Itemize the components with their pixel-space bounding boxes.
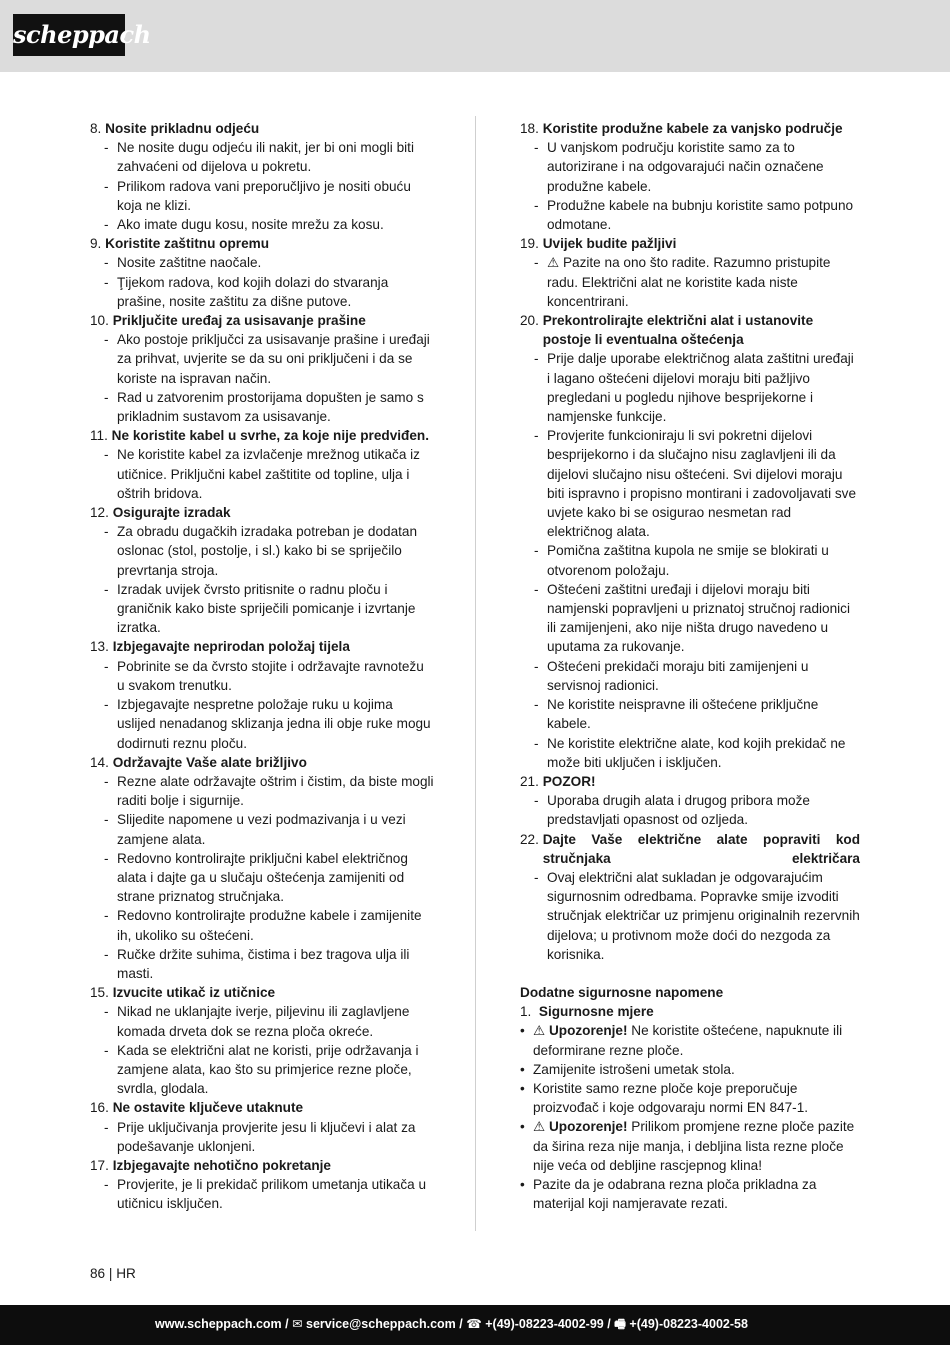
section-number: 16. xyxy=(90,1100,113,1116)
list-item-text: Ţijekom radova, kod kojih dolazi do stvaranja prašine, nosite zaštitu za dišne putove. xyxy=(117,274,389,309)
list-item-text: Rad u zatvorenim prostorijama dopušten je samo s prikladnim sustavom za usisavanje. xyxy=(117,389,424,425)
section-number: 21. xyxy=(520,773,543,789)
warning-label: ⚠ Upozorenje! xyxy=(533,1023,628,1039)
section-number: 9. xyxy=(90,236,106,252)
brand-logo: scheppach xyxy=(13,14,125,56)
section-number: 10. xyxy=(90,313,113,329)
section-number: 18. xyxy=(520,121,543,136)
list-item-text: Prije uključivanja provjerite jesu li ključevi i alat za podešavanje uklonjeni. xyxy=(117,1119,416,1154)
list-item-text: Pomična zaštitna kupola ne smije se blokirati u otvorenom položaju. xyxy=(547,543,829,578)
list-item-text: Ako postoje priključci za usisavanje prašine i uređaji za prihvat, uvjerite se da su oni priključeni i da se koriste na ispravan način. xyxy=(117,332,430,386)
section-title: Održavajte Vaše alate brižljivo xyxy=(112,754,307,770)
dash-marker: - xyxy=(104,389,109,405)
dash-marker: - xyxy=(104,255,109,271)
dash-marker: - xyxy=(534,197,539,213)
warning-label: ⚠ Upozorenje! xyxy=(533,1119,628,1135)
list-item xyxy=(520,349,860,426)
list-item xyxy=(520,734,860,772)
bullet-text: Koristite samo rezne ploče koje preporučuje proizvođač i koje odgovaraju normi EN 847-1. xyxy=(533,1080,809,1116)
list-item-text: Slijedite napomene u vezi podmazivanja i u vezi zamjene alata. xyxy=(117,812,406,847)
dash-marker: - xyxy=(534,255,539,271)
additional-heading: Dodatne sigurnosne napomene xyxy=(520,984,724,1000)
additional-bullets xyxy=(520,1021,860,1213)
section-number: 22. xyxy=(520,831,543,847)
list-item-text: Ručke držite suhima, čistima i bez tragova ulja ili masti. xyxy=(117,946,410,981)
list-item-text: Kada se električni alat ne koristi, prije održavanja i zamjene alata, kao što su primjerice rezne ploče, svrdla, glodala. xyxy=(117,1042,419,1097)
list-item xyxy=(90,177,435,215)
dash-marker: - xyxy=(104,274,109,290)
bullet-item xyxy=(520,1175,860,1213)
dash-marker: - xyxy=(104,217,109,233)
list-item xyxy=(90,772,435,810)
list-item-text: Izradak uvijek čvrsto pritisnite o radnu ploču i graničnik kako biste spriječili pomicanje i izvrtanje izratka. xyxy=(117,581,416,636)
section-title: Izvucite utikač iz utičnice xyxy=(112,985,276,1001)
section-number: 15. xyxy=(90,985,113,1001)
section-number: 11. xyxy=(90,428,112,444)
section-title: Ne koristite kabel u svrhe, za koje nije predviđen. xyxy=(111,428,429,444)
list-item-text: Ako imate dugu kosu, nosite mrežu za kosu. xyxy=(117,217,384,233)
section-number: 8. xyxy=(90,121,106,136)
list-item xyxy=(90,1002,435,1040)
list-item xyxy=(520,196,860,234)
section-heading xyxy=(90,503,435,522)
list-item xyxy=(90,810,435,848)
section-heading xyxy=(520,830,860,868)
dash-marker: - xyxy=(104,773,109,789)
list-item xyxy=(90,388,435,426)
bullet-text: Prilikom promjene rezne ploče pazite da širina reza nije manja, i debljina lista rezne ploče nije veća od debljine rascjepnog klina! xyxy=(533,1119,855,1173)
bullet-text: Zamijenite istrošeni umetak stola. xyxy=(533,1061,735,1077)
bullet-marker: • xyxy=(520,1023,525,1039)
dash-marker: - xyxy=(104,1042,109,1058)
dash-marker: - xyxy=(104,1177,109,1193)
dash-marker: - xyxy=(534,581,539,597)
list-item xyxy=(90,1175,435,1213)
dash-marker: - xyxy=(104,697,109,713)
subsection-title: Sigurnosne mjere xyxy=(538,1004,654,1020)
list-item xyxy=(520,695,860,733)
list-item xyxy=(520,426,860,541)
dash-marker: - xyxy=(104,812,109,828)
list-item-text: Nosite zaštitne naočale. xyxy=(117,255,262,271)
left-column xyxy=(90,119,435,1214)
dash-marker: - xyxy=(104,178,109,194)
page-number: 86 | HR xyxy=(90,1266,136,1281)
section-title: Koristite zaštitnu opremu xyxy=(105,236,270,252)
bullet-marker: • xyxy=(520,1119,525,1135)
list-item xyxy=(520,657,860,695)
dash-marker: - xyxy=(104,908,109,924)
header-band xyxy=(0,0,950,72)
additional-subsection xyxy=(520,1002,860,1021)
list-item-text: Ne koristite kabel za izvlačenje mrežnog utikača iz utičnice. Priključni kabel zaštitite od topline, ulja i oštrih bridova. xyxy=(117,447,420,501)
section-heading xyxy=(90,1098,435,1117)
section-heading xyxy=(90,637,435,656)
list-item xyxy=(90,273,435,311)
dash-marker: - xyxy=(104,1119,109,1135)
section-heading xyxy=(520,119,860,138)
section-title: Ne ostavite ključeve utaknute xyxy=(112,1100,304,1116)
list-item xyxy=(520,541,860,579)
list-item-text: Ovaj električni alat sukladan je odgovarajućim sigurnosnim odredbama. Popravke smije izvoditi stručnjak električar uz primjenu originalnih rezervnih dijelova; u protivnom može doći do nezgoda za korisnika. xyxy=(547,869,860,962)
dash-marker: - xyxy=(534,735,539,751)
bullet-marker: • xyxy=(520,1061,525,1077)
list-item xyxy=(90,522,435,580)
list-item-text: ⚠ Pazite na ono što radite. Razumno pristupite radu. Električni alat ne koristite kada niste koncentrirani. xyxy=(547,255,831,309)
dash-marker: - xyxy=(534,658,539,674)
list-item xyxy=(90,1041,435,1099)
bullet-item xyxy=(520,1079,860,1117)
section-title: Izbjegavajte neprirodan položaj tijela xyxy=(112,639,350,655)
bullet-item xyxy=(520,1117,860,1175)
dash-marker: - xyxy=(104,447,109,463)
section-title: Osigurajte izradak xyxy=(112,505,231,521)
list-item xyxy=(90,945,435,983)
list-item xyxy=(520,138,860,196)
dash-marker: - xyxy=(534,869,539,885)
dash-marker: - xyxy=(534,351,539,367)
section-title: Koristite produžne kabele za vanjsko područje xyxy=(542,121,843,136)
list-item xyxy=(90,580,435,638)
dash-marker: - xyxy=(104,524,109,540)
list-item-text: Izbjegavajte nespretne položaje ruku u kojima uslijed nenadanog sklizanja jedna ili obje ruke mogu dodirnuti reznu ploču. xyxy=(117,697,431,751)
section-heading xyxy=(520,234,860,253)
list-item-text: Ne koristite električne alate, kod kojih prekidač ne može biti uključen i isključen. xyxy=(547,735,846,770)
dash-marker: - xyxy=(104,946,109,962)
right-column xyxy=(520,119,860,1213)
list-item-text: Produžne kabele na bubnju koristite samo potpuno odmotane. xyxy=(547,197,854,233)
section-number: 12. xyxy=(90,505,113,521)
dash-marker: - xyxy=(104,332,109,348)
section-title: Prekontrolirajte električni alat i ustanovite postoje li eventualna oštećenja xyxy=(542,313,814,348)
footer-contact: www.scheppach.com / ✉ service@scheppach.com / ☎ +(49)-08223-4002-99 / 🖷 +(49)-08223-4002-58 xyxy=(155,1317,748,1331)
list-item xyxy=(90,445,435,503)
bullet-text: Ne koristite oštećene, napuknute ili deformirane rezne ploče. xyxy=(533,1023,843,1058)
list-item xyxy=(90,215,435,234)
list-item xyxy=(90,849,435,907)
list-item-text: Oštećeni prekidači moraju biti zamijenjeni u servisnoj radionici. xyxy=(547,658,809,693)
section-number: 19. xyxy=(520,236,543,252)
list-item xyxy=(520,253,860,311)
list-item-text: Pobrinite se da čvrsto stojite i održavajte ravnotežu u svakom trenutku. xyxy=(117,658,424,693)
section-heading xyxy=(520,311,860,349)
list-item-text: Redovno kontrolirajte priključni kabel električnog alata i dajte ga u slučaju oštećenja zamijeniti od strane priznatog stručnjaka. xyxy=(117,850,408,905)
bullet-marker: • xyxy=(520,1080,525,1096)
list-item-text: Rezne alate održavajte oštrim i čistim, da biste mogli raditi bolje i sigurnije. xyxy=(117,773,434,809)
subsection-number: 1. xyxy=(520,1004,539,1020)
section-title: Priključite uređaj za usisavanje prašine xyxy=(112,313,366,329)
list-item xyxy=(520,580,860,657)
list-item xyxy=(90,657,435,695)
section-title: Izbjegavajte nehotično pokretanje xyxy=(112,1157,331,1173)
dash-marker: - xyxy=(534,428,539,444)
section-heading xyxy=(90,234,435,253)
dash-marker: - xyxy=(534,140,539,156)
list-item-text: Prilikom radova vani preporučljivo je nositi obuću koja ne klizi. xyxy=(117,178,411,213)
dash-marker: - xyxy=(104,581,109,597)
section-heading xyxy=(90,753,435,772)
column-divider xyxy=(475,116,476,1231)
dash-marker: - xyxy=(104,1004,109,1020)
section-heading xyxy=(90,119,435,138)
list-item-text: Provjerite, je li prekidač prilikom umetanja utikača u utičnicu isključen. xyxy=(117,1177,427,1212)
section-number: 13. xyxy=(90,639,113,655)
list-item xyxy=(90,330,435,388)
list-item xyxy=(520,868,860,964)
section-number: 17. xyxy=(90,1157,113,1173)
list-item-text: Ne koristite neispravne ili oštećene priključne kabele. xyxy=(547,697,819,732)
section-number: 20. xyxy=(520,313,543,329)
section-title: Nosite prikladnu odjeću xyxy=(105,121,260,136)
section-number: 14. xyxy=(90,754,113,770)
dash-marker: - xyxy=(534,697,539,713)
section-heading xyxy=(90,311,435,330)
bullet-item xyxy=(520,1060,860,1079)
section-title: Uvijek budite pažljivi xyxy=(542,236,677,252)
bullet-marker: • xyxy=(520,1176,525,1192)
list-item xyxy=(90,695,435,753)
dash-marker: - xyxy=(534,543,539,559)
list-item-text: Provjerite funkcioniraju li svi pokretni dijelovi besprijekorno i da slučajno nisu zaglavljeni ili da dijelovi slučajno nisu oštećeni. Svi dijelovi moraju biti ispravno i propisno montirani i zadovoljavati sve uvjete kako bi se osigurao nesmetan rad električnog alata. xyxy=(547,428,857,540)
bullet-item xyxy=(520,1021,860,1059)
section-heading xyxy=(520,772,860,791)
list-item-text: Ne nosite dugu odjeću ili nakit, jer bi oni mogli biti zahvaćeni od dijelova u pokretu. xyxy=(117,140,414,175)
bullet-text: Pazite da je odabrana rezna ploča prikladna za materijal koji namjeravate rezati. xyxy=(533,1176,817,1212)
list-item xyxy=(90,138,435,176)
list-item-text: Redovno kontrolirajte produžne kabele i zamijenite ih, ukoliko su oštećeni. xyxy=(117,908,422,943)
list-item xyxy=(90,1118,435,1156)
section-heading xyxy=(90,426,435,445)
list-item-text: Za obradu dugačkih izradaka potreban je dodatan oslonac (stol, postolje, i sl.) kako bi se spriječilo prevrtanja stroja. xyxy=(117,524,418,578)
list-item-text: Oštećeni zaštitni uređaji i dijelovi moraju biti namjenski popravljeni u priznatoj stručnoj radionici ili zamijenjeni, ako nije ništa drugo navedeno u uputama za rukovanje. xyxy=(547,581,850,655)
list-item-text: Uporaba drugih alata i drugog pribora može predstavljati opasnost od ozljeda. xyxy=(547,793,810,828)
section-heading xyxy=(90,983,435,1002)
section-heading xyxy=(90,1156,435,1175)
section-title: Dajte Vaše električne alate popraviti kod stručnjaka električara xyxy=(542,831,860,866)
list-item xyxy=(90,253,435,272)
list-item-text: Prije dalje uporabe električnog alata zaštitni uređaji i lagano oštećeni dijelovi moraju biti pažljivo pregledani u pogledu njihove besprijekorne i namjenske funkcije. xyxy=(547,351,854,425)
dash-marker: - xyxy=(104,658,109,674)
list-item xyxy=(90,906,435,944)
list-item-text: Nikad ne uklanjajte iverje, piljevinu ili zaglavljene komada drveta dok se rezna ploča okreće. xyxy=(117,1004,410,1039)
dash-marker: - xyxy=(104,140,109,156)
section-title: POZOR! xyxy=(542,773,596,789)
dash-marker: - xyxy=(534,793,539,809)
dash-marker: - xyxy=(104,850,109,866)
list-item xyxy=(520,791,860,829)
list-item-text: U vanjskom području koristite samo za to autorizirane i na odgovarajući način označene produžne kabele. xyxy=(547,140,824,194)
